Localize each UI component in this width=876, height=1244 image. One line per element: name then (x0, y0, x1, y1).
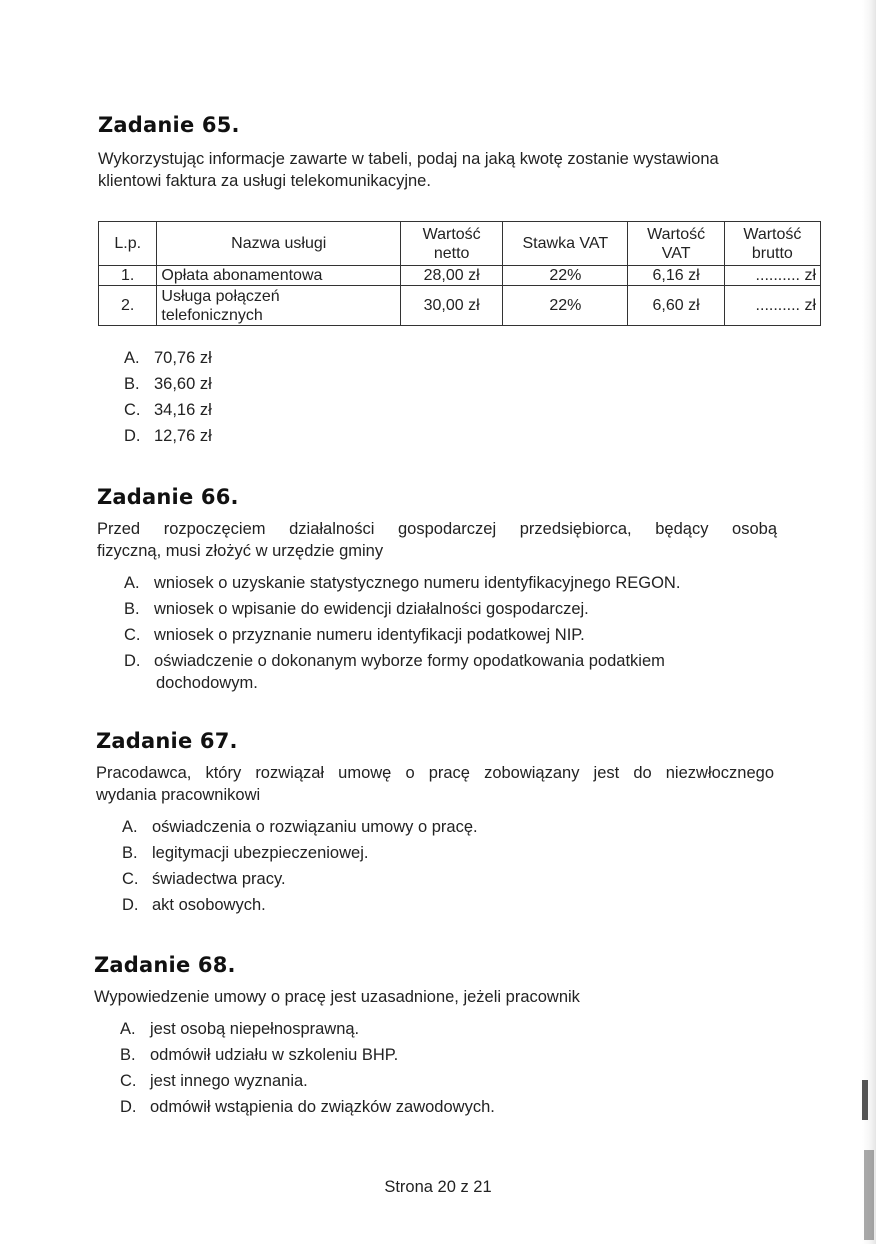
option-text: akt osobowych. (152, 896, 266, 914)
header-vat (628, 222, 724, 266)
task-67-question-text-1: Pracodawca, który rozwiązał umowę o pracę zobowiązany jest do niezwłocznego (96, 764, 774, 782)
row-2-lp: 2. (99, 286, 157, 326)
option-letter: A. (124, 574, 140, 592)
option-letter: C. (124, 401, 141, 419)
task-65-option-b[interactable] (124, 373, 212, 395)
option-text: wniosek o przyznanie numeru identyfikacji podatkowej NIP. (154, 626, 585, 644)
task-68-question-line-1: Wypowiedzenie umowy o pracę jest uzasadnione, jeżeli pracownik (94, 988, 580, 1006)
option-letter: B. (120, 1046, 136, 1064)
header-netto-line-1: Wartość (422, 225, 481, 243)
option-letter: A. (122, 818, 138, 836)
row-2-netto: 30,00 zł (401, 286, 503, 326)
option-letter: D. (122, 896, 139, 914)
option-letter: A. (120, 1020, 136, 1038)
task-68-option-b[interactable] (120, 1044, 398, 1066)
option-text: jest osobą niepełnosprawną. (150, 1020, 360, 1038)
header-vat-line-1: Wartość (647, 225, 706, 243)
row-1-netto: 28,00 zł (401, 266, 503, 286)
header-brutto-line-2: brutto (751, 244, 793, 262)
task-66-question-text-1: Przed rozpoczęciem działalności gospodarczej przedsiębiorca, będący osobą (97, 520, 777, 538)
row-1-rate: 22% (503, 266, 628, 286)
page-number: Strona 20 z 21 (384, 1178, 492, 1196)
row-1-brutto: .......... zł (724, 266, 820, 286)
task-68-title: Zadanie 68. (94, 953, 236, 977)
row-1-vat: 6,16 zł (628, 266, 724, 286)
header-rate: Stawka VAT (503, 222, 628, 266)
task-66-option-d[interactable] (124, 650, 665, 672)
scan-edge-shadow (862, 0, 876, 1244)
option-text: 36,60 zł (154, 375, 212, 393)
option-text: 34,16 zł (154, 401, 212, 419)
header-netto (401, 222, 503, 266)
option-text: świadectwa pracy. (152, 870, 286, 888)
option-text: wniosek o uzyskanie statystycznego numeru identyfikacyjnego REGON. (154, 574, 681, 592)
task-66-option-a[interactable] (124, 572, 680, 594)
task-67-option-b[interactable] (122, 842, 368, 864)
task-66-option-c[interactable] (124, 624, 585, 646)
header-netto-line-2: netto (433, 244, 470, 262)
task-67-option-c[interactable] (122, 868, 286, 890)
table-row (99, 266, 821, 286)
option-text: oświadczenie o dokonanym wyborze formy opodatkowania podatkiem (154, 652, 665, 670)
header-name: Nazwa usługi (157, 222, 401, 266)
option-letter: B. (122, 844, 138, 862)
option-text: 70,76 zł (154, 349, 212, 367)
vat-table (98, 221, 821, 326)
task-66-option-d-continued: dochodowym. (156, 674, 258, 692)
header-lp: L.p. (99, 222, 157, 266)
option-letter: C. (124, 626, 141, 644)
task-65-option-d[interactable] (124, 425, 212, 447)
option-text: jest innego wyznania. (150, 1072, 308, 1090)
row-2-name-line-2: telefonicznych (161, 306, 263, 324)
task-66-question-line-2: fizyczną, musi złożyć w urzędzie gminy (97, 542, 384, 560)
option-text: odmówił udziału w szkoleniu BHP. (150, 1046, 399, 1064)
task-65-title: Zadanie 65. (98, 113, 240, 137)
row-2-name (157, 286, 401, 326)
vat-table-header-row (99, 222, 821, 266)
task-68-option-a[interactable] (120, 1018, 359, 1040)
scan-edge-mark (862, 1080, 868, 1120)
row-2-rate: 22% (503, 286, 628, 326)
option-letter: D. (120, 1098, 137, 1116)
option-text: legitymacji ubezpieczeniowej. (152, 844, 369, 862)
row-1-lp: 1. (99, 266, 157, 286)
task-65-question-line-2: klientowi faktura za usługi telekomunikacyjne. (98, 172, 431, 190)
option-letter: C. (122, 870, 139, 888)
row-2-brutto: .......... zł (724, 286, 820, 326)
table-row (99, 286, 821, 326)
task-68-option-d[interactable] (120, 1096, 495, 1118)
task-65-option-c[interactable] (124, 399, 212, 421)
task-67-title: Zadanie 67. (96, 729, 238, 753)
row-1-name: Opłata abonamentowa (157, 266, 401, 286)
task-67-question-line-1 (96, 762, 774, 784)
task-67-option-d[interactable] (122, 894, 266, 916)
option-letter: B. (124, 375, 140, 393)
option-text: 12,76 zł (154, 427, 212, 445)
option-letter: C. (120, 1072, 137, 1090)
task-68-option-c[interactable] (120, 1070, 308, 1092)
option-letter: A. (124, 349, 140, 367)
option-letter: B. (124, 600, 140, 618)
header-brutto-line-1: Wartość (743, 225, 802, 243)
header-brutto (724, 222, 820, 266)
option-text: odmówił wstąpienia do związków zawodowych. (150, 1098, 495, 1116)
row-2-vat: 6,60 zł (628, 286, 724, 326)
option-text: wniosek o wpisanie do ewidencji działalności gospodarczej. (154, 600, 589, 618)
option-letter: D. (124, 427, 141, 445)
task-67-option-a[interactable] (122, 816, 478, 838)
task-65-question-line-1: Wykorzystując informacje zawarte w tabeli, podaj na jaką kwotę zostanie wystawiona (98, 150, 719, 168)
option-letter: D. (124, 652, 141, 670)
task-67-question-line-2: wydania pracownikowi (96, 786, 261, 804)
option-text: oświadczenia o rozwiązaniu umowy o pracę. (152, 818, 478, 836)
task-65-option-a[interactable] (124, 347, 212, 369)
task-66-question-line-1 (97, 518, 777, 540)
task-66-title: Zadanie 66. (97, 485, 239, 509)
task-66-option-b[interactable] (124, 598, 589, 620)
row-2-name-line-1: Usługa połączeń (161, 287, 280, 305)
header-vat-line-2: VAT (661, 244, 691, 262)
